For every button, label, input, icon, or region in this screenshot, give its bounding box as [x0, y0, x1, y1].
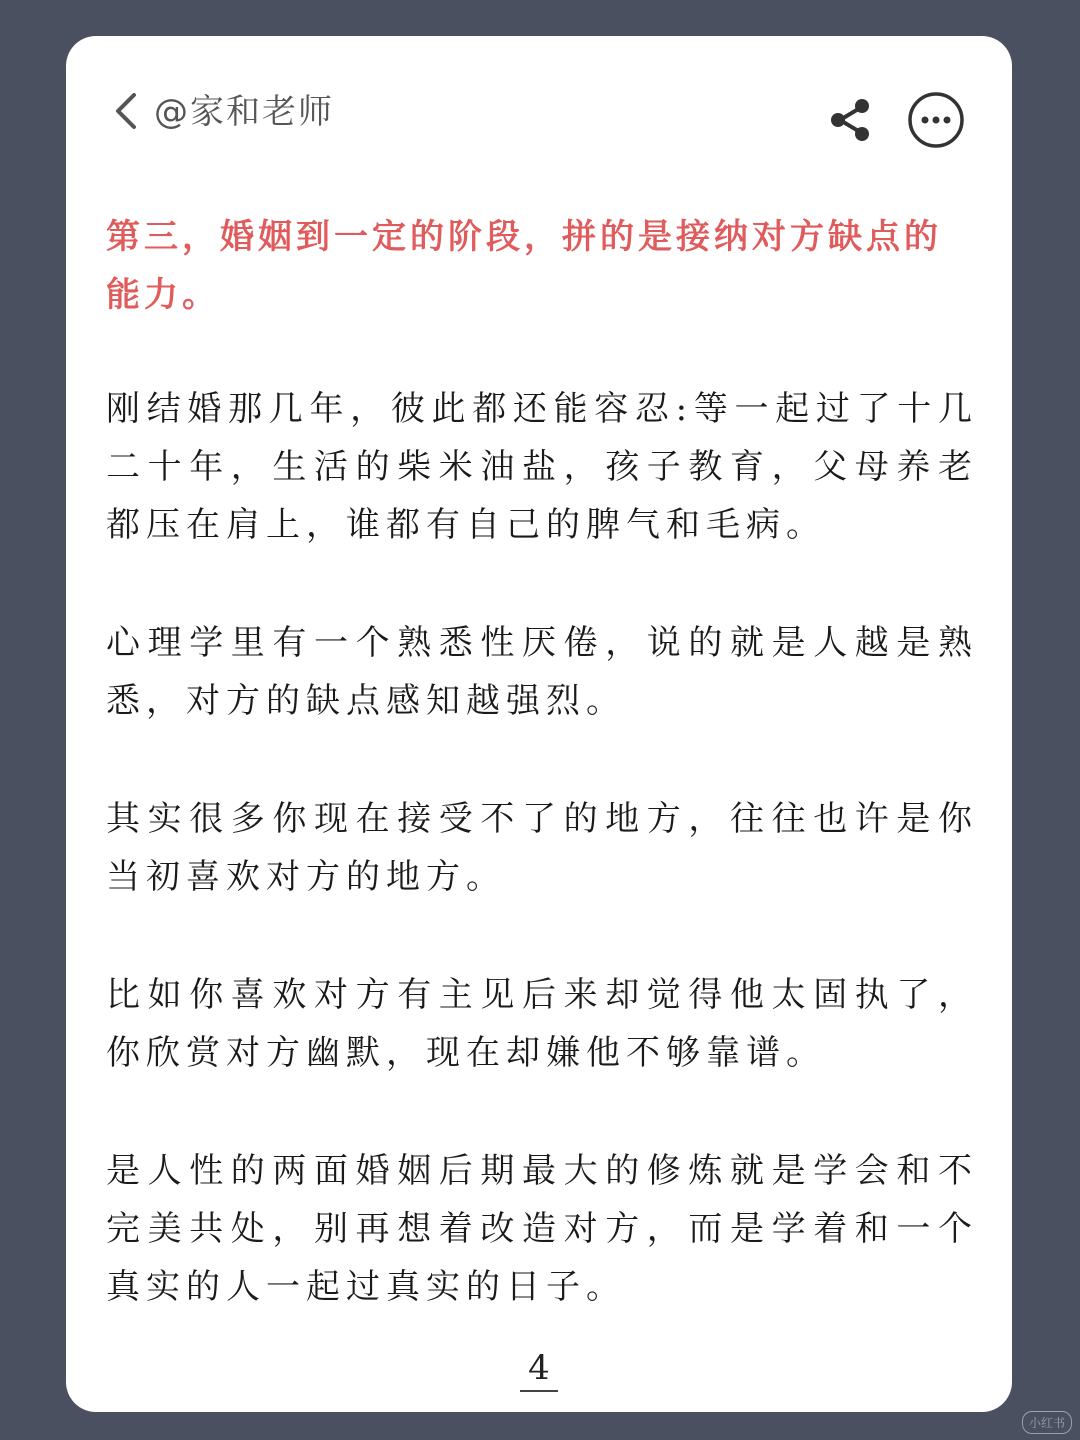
- page-number: [66, 1348, 1012, 1392]
- author-name[interactable]: @家和老师: [154, 92, 334, 132]
- paragraph: 刚结婚那几年，彼此都还能容忍:等一起过了十几二十年，生活的柴米油盐，孩子教育，父母养老都压在肩上，谁都有自己的脾气和毛病。: [106, 389, 978, 545]
- chevron-left-icon: [114, 91, 138, 131]
- article-card: [66, 36, 1012, 1412]
- paragraph: 其实很多你现在接受不了的地方，往往也许是你当初喜欢对方的地方。: [106, 799, 978, 897]
- article-content: [106, 208, 978, 1376]
- more-dots-icon: [906, 90, 966, 150]
- watermark-logo: 小红书: [1022, 1411, 1072, 1434]
- back-button[interactable]: [106, 86, 146, 136]
- paragraph: 心理学里有一个熟悉性厌倦，说的就是人越是熟悉，对方的缺点感知越强烈。: [106, 623, 978, 721]
- section-heading: 第三，婚姻到一定的阶段，拼的是接纳对方缺点的能力。: [106, 217, 942, 315]
- share-button[interactable]: [826, 96, 874, 144]
- paragraph: 是人性的两面婚姻后期最大的修炼就是学会和不完美共处，别再想着改造对方，而是学着和一个真实的人一起过真实的日子。: [106, 1151, 978, 1307]
- more-button[interactable]: [906, 90, 966, 150]
- top-bar: [66, 36, 1012, 186]
- share-icon: [826, 96, 874, 144]
- paragraph: 比如你喜欢对方有主见后来却觉得他太固执了，你欣赏对方幽默，现在却嫌他不够靠谱。: [106, 975, 978, 1073]
- page-number-label: 4: [520, 1348, 558, 1392]
